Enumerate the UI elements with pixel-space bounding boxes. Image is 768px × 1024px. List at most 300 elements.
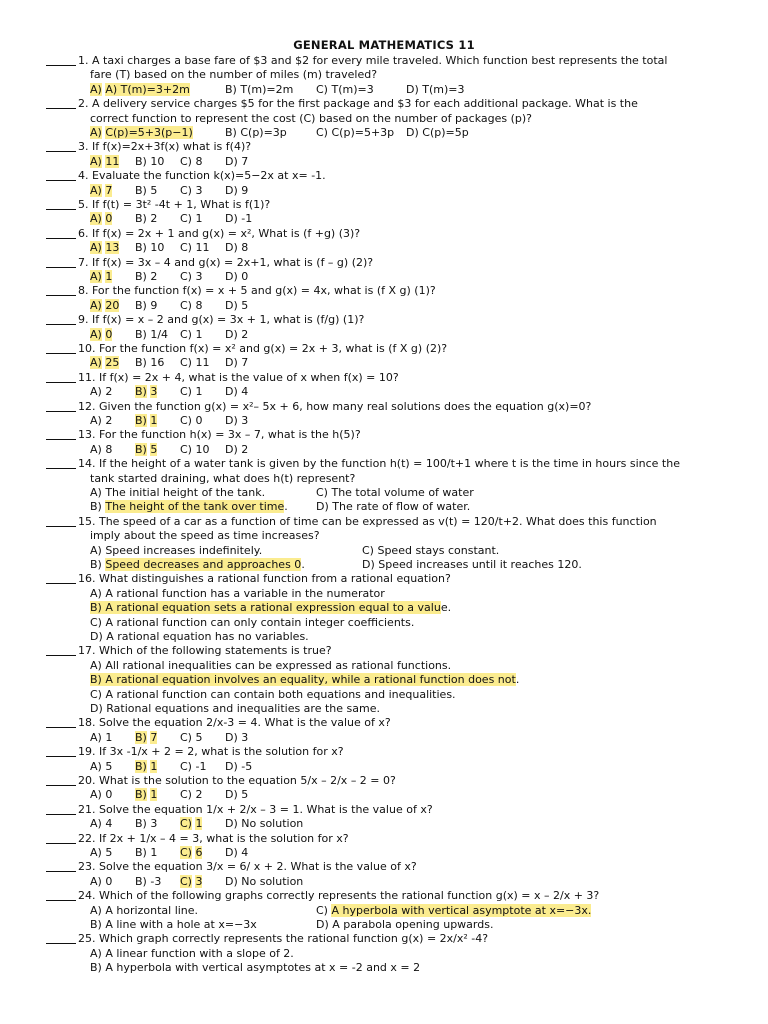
option-label: B): [135, 241, 147, 255]
option-label: C): [180, 298, 192, 312]
option-tail: .: [301, 558, 305, 571]
option-value: 8: [105, 442, 113, 456]
option-7-c[interactable]: [180, 270, 202, 284]
option-1-a[interactable]: [90, 83, 190, 97]
answer-blank-18[interactable]: [46, 716, 76, 728]
option-24-c[interactable]: [316, 904, 591, 918]
option-value: A) T(m)=3+2m: [105, 82, 190, 96]
option-value: 16: [150, 356, 165, 370]
option-label: A): [90, 241, 102, 255]
option-9-c[interactable]: [180, 328, 202, 342]
option-value: 9: [150, 298, 158, 312]
option-label: D): [406, 82, 419, 96]
option-label: A): [90, 82, 102, 96]
option-label: D): [225, 183, 238, 197]
option-value: 1: [105, 270, 113, 283]
option-21-c[interactable]: [180, 817, 202, 831]
option-value: 3: [150, 385, 158, 399]
question-20-text: 20. What is the solution to the equation 5/x – 2/x – 2 = 0?: [78, 774, 396, 787]
option-label: A): [90, 298, 102, 312]
option-23-a[interactable]: [90, 875, 112, 889]
option-label: B): [135, 846, 147, 859]
question-17-text: 17. Which of the following statements is true?: [78, 644, 332, 658]
option-17-b[interactable]: [90, 673, 519, 687]
option-value: 7: [150, 730, 158, 744]
option-value: 0: [105, 788, 113, 802]
option-20-a[interactable]: [90, 788, 112, 802]
option-value: 7: [241, 154, 249, 168]
option-label: B): [135, 817, 147, 831]
option-label: B): [135, 385, 147, 399]
answer-blank-9[interactable]: [46, 313, 76, 325]
option-value: 0: [105, 212, 113, 226]
option-value: 7: [105, 183, 113, 197]
question-14-text: 14. If the height of a water tank is given by the function h(t) = 100/t+1 where t is the time in hours since the: [78, 457, 680, 471]
option-value: 5: [105, 759, 113, 773]
option-22-a[interactable]: [90, 846, 112, 860]
question-1-text: 1. A taxi charges a base fare of $3 and $2 for every mile traveled. Which function best represents the total: [78, 54, 668, 67]
option-label: A): [90, 759, 102, 773]
option-23-b[interactable]: [135, 875, 161, 889]
option-value: 25: [105, 356, 120, 370]
question-8-text: 8. For the function f(x) = x + 5 and g(x) = 4x, what is (f X g) (1)?: [78, 284, 436, 298]
option-label: A): [90, 817, 102, 831]
option-21-b[interactable]: [135, 817, 157, 831]
option-value: The height of the tank over time: [105, 500, 285, 514]
option-9-b[interactable]: [135, 328, 168, 342]
option-17-a: A) All rational inequalities can be expressed as rational functions.: [90, 658, 452, 672]
option-21-d[interactable]: [225, 817, 303, 831]
option-14-a: A) The initial height of the tank.: [90, 486, 266, 499]
question-19-text: 19. If 3x -1/x + 2 = 2, what is the solution for x?: [78, 745, 344, 759]
question-15-text-cont: imply about the speed as time increases?: [90, 529, 320, 543]
answer-blank-1[interactable]: [46, 54, 76, 66]
option-value: 2: [195, 788, 203, 802]
question-14-text-cont: tank started draining, what does h(t) represent?: [90, 471, 356, 485]
option-7-b[interactable]: [135, 270, 157, 284]
option-label: B): [135, 327, 147, 341]
option-value: 2: [105, 385, 113, 399]
question-13-text: 13. For the function h(x) = 3x – 7, what is the h(5)?: [78, 428, 361, 442]
option-label: B): [135, 442, 147, 456]
option-label: D): [225, 874, 238, 888]
option-value: 2: [150, 212, 158, 226]
option-value: 3: [241, 730, 249, 744]
option-label: B): [135, 759, 147, 773]
option-14-c: C) The total volume of water: [316, 486, 474, 499]
option-value: No solution: [241, 874, 304, 888]
option-5-c[interactable]: [180, 212, 202, 226]
option-5-b[interactable]: [135, 212, 157, 226]
option-value: 5: [150, 442, 158, 456]
option-value: 0: [195, 414, 203, 427]
option-4-a[interactable]: [90, 184, 112, 198]
option-value: 4: [241, 385, 249, 399]
option-value: -1: [241, 212, 253, 226]
option-label: B): [135, 154, 147, 168]
option-21-a[interactable]: [90, 817, 112, 831]
option-10-c[interactable]: [180, 356, 209, 370]
option-label: A): [90, 442, 102, 456]
option-1-c[interactable]: [316, 83, 374, 97]
option-8-d[interactable]: [225, 299, 248, 313]
option-label: A): [90, 730, 102, 744]
answer-blank-24[interactable]: [46, 889, 76, 901]
option-value: C(p)=5+3(p−1): [105, 126, 193, 139]
question-2-text-cont: correct function to represent the cost (C) based on the number of packages (p)?: [90, 111, 533, 125]
option-value: -5: [241, 759, 253, 773]
option-18-c[interactable]: [180, 731, 202, 745]
option-label: C): [180, 414, 192, 427]
option-6-b[interactable]: [135, 241, 164, 255]
option-value: 4: [241, 846, 249, 859]
option-4-c[interactable]: [180, 184, 202, 198]
option-label: A): [90, 183, 102, 197]
option-value: 13: [105, 241, 120, 255]
option-label: A): [90, 356, 102, 370]
option-7-a[interactable]: [90, 270, 112, 284]
option-label: A): [90, 212, 102, 226]
option-label: C): [180, 241, 192, 255]
option-label: D): [225, 414, 238, 427]
option-value: 1: [150, 759, 158, 773]
option-value: T(m)=3: [422, 82, 465, 96]
option-20-d[interactable]: [225, 788, 248, 802]
option-label: A): [90, 126, 102, 139]
option-16-a: A) A rational function has a variable in the numerator: [90, 586, 385, 600]
option-16-d: D) A rational equation has no variables.: [90, 630, 309, 643]
option-16-b[interactable]: [90, 601, 451, 615]
option-label: C): [316, 82, 328, 96]
option-value: 8: [241, 241, 249, 255]
option-value: 3: [195, 874, 203, 888]
option-25-a: A) A linear function with a slope of 2.: [90, 946, 294, 960]
answer-blank-4[interactable]: [46, 169, 76, 181]
option-19-d[interactable]: [225, 760, 252, 774]
option-13-d[interactable]: [225, 443, 248, 457]
option-12-a[interactable]: [90, 414, 112, 428]
option-label: D): [225, 817, 238, 831]
question-3-text: 3. If f(x)=2x+3f(x) what is f(4)?: [78, 140, 252, 154]
answer-blank-2[interactable]: [46, 97, 76, 109]
option-value: 9: [241, 183, 249, 197]
option-2-b[interactable]: [225, 126, 287, 140]
answer-blank-7[interactable]: [46, 256, 76, 268]
option-value: 2: [150, 270, 158, 283]
option-11-b[interactable]: [135, 385, 157, 399]
option-value: 0: [241, 270, 249, 283]
option-value: 2: [105, 414, 113, 427]
option-2-a[interactable]: [90, 126, 193, 140]
option-value: 10: [150, 154, 165, 168]
option-11-d[interactable]: [225, 385, 248, 399]
option-label: B): [90, 500, 102, 514]
answer-blank-25[interactable]: [46, 932, 76, 944]
option-tail: e.: [440, 601, 452, 615]
answer-blank-19[interactable]: [46, 745, 76, 757]
option-value: 0: [105, 327, 113, 341]
question-11-text: 11. If f(x) = 2x + 4, what is the value of x when f(x) = 10?: [78, 370, 399, 384]
option-10-d[interactable]: [225, 356, 248, 370]
option-9-a[interactable]: [90, 328, 112, 342]
option-value: 1: [150, 846, 158, 859]
question-5-text: 5. If f(t) = 3t² -4t + 1, What is f(1)?: [78, 198, 271, 211]
answer-blank-15[interactable]: [46, 515, 76, 527]
option-11-c[interactable]: [180, 385, 202, 399]
option-2-c[interactable]: [316, 126, 394, 140]
option-value: 0: [105, 874, 113, 888]
option-value: 5: [241, 298, 249, 312]
option-13-c[interactable]: [180, 443, 209, 457]
answer-blank-20[interactable]: [46, 774, 76, 786]
option-value: 2: [241, 442, 249, 456]
option-value: C(p)=3p: [240, 126, 287, 139]
option-label: A): [90, 788, 102, 802]
option-label: C): [180, 442, 192, 456]
option-value: 3: [150, 817, 158, 831]
option-value: 3: [195, 183, 203, 197]
option-value: 1: [195, 212, 203, 226]
option-18-a[interactable]: [90, 731, 112, 745]
option-17-d: D) Rational equations and inequalities are the same.: [90, 702, 380, 715]
option-value: 5: [150, 183, 158, 197]
option-label: C): [180, 212, 192, 226]
option-tail: .: [515, 673, 520, 687]
question-4-text: 4. Evaluate the function k(x)=5−2x at x= -1.: [78, 169, 326, 183]
option-label: D): [225, 212, 238, 226]
option-18-d[interactable]: [225, 731, 248, 745]
option-19-a[interactable]: [90, 760, 112, 774]
option-3-c[interactable]: [180, 155, 202, 169]
option-value: -1: [195, 759, 207, 773]
option-value: 6: [195, 846, 203, 859]
option-label: C): [180, 817, 192, 831]
option-2-d[interactable]: [406, 126, 469, 140]
option-value: 10: [150, 241, 165, 255]
answer-blank-6[interactable]: [46, 227, 76, 239]
option-label: A): [90, 270, 102, 283]
question-1-text-cont: fare (T) based on the number of miles (m) traveled?: [90, 68, 378, 82]
option-6-d[interactable]: [225, 241, 248, 255]
option-10-b[interactable]: [135, 356, 164, 370]
option-label: D): [225, 788, 238, 802]
question-2-text: 2. A delivery service charges $5 for the first package and $3 for each additional package. What is the: [78, 97, 638, 111]
option-label: B): [135, 183, 147, 197]
page-title: GENERAL MATHEMATICS 11: [293, 38, 475, 52]
option-value: 3: [195, 270, 203, 283]
option-label: B): [135, 298, 147, 312]
option-label: C): [180, 385, 192, 399]
option-value: 8: [195, 298, 203, 312]
option-label: C): [180, 730, 192, 744]
option-label: A): [90, 874, 102, 888]
question-15-text: 15. The speed of a car as a function of time can be expressed as v(t) = 120/t+2. What does this function: [78, 514, 657, 528]
option-22-b[interactable]: [135, 846, 157, 860]
option-value: 8: [195, 154, 203, 168]
option-5-a[interactable]: [90, 212, 112, 226]
option-8-a[interactable]: [90, 299, 119, 313]
option-label: B): [90, 601, 102, 615]
option-label: C): [316, 903, 328, 917]
question-25-text: 25. Which graph correctly represents the rational function g(x) = 2x/x² -4?: [78, 932, 489, 946]
option-1-b[interactable]: [225, 83, 293, 97]
answer-blank-11[interactable]: [46, 371, 76, 383]
answer-blank-17[interactable]: [46, 644, 76, 656]
option-1-d[interactable]: [406, 83, 465, 97]
answer-blank-23[interactable]: [46, 860, 76, 872]
option-label: A): [90, 327, 102, 341]
answer-blank-5[interactable]: [46, 198, 76, 210]
option-25-b: B) A hyperbola with vertical asymptotes at x = -2 and x = 2: [90, 961, 421, 975]
option-7-d[interactable]: [225, 270, 248, 284]
answer-blank-14[interactable]: [46, 457, 76, 469]
option-label: D): [225, 154, 238, 168]
option-label: B): [135, 356, 147, 370]
option-value: A rational equation involves an equality, while a rational function does not: [105, 673, 516, 687]
answer-blank-12[interactable]: [46, 400, 76, 412]
option-13-a[interactable]: [90, 443, 112, 457]
option-label: D): [225, 759, 238, 773]
option-value: Speed decreases and approaches 0: [105, 558, 302, 571]
option-value: 10: [195, 442, 210, 456]
option-10-a[interactable]: [90, 356, 119, 370]
option-13-b[interactable]: [135, 443, 157, 457]
question-23-text: 23. Solve the equation 3/x = 6/ x + 2. What is the value of x?: [78, 860, 417, 874]
option-label: B): [135, 730, 147, 744]
option-24-b: B) A line with a hole at x=−3x: [90, 918, 257, 931]
option-value: 2: [241, 327, 249, 341]
option-6-c[interactable]: [180, 241, 209, 255]
option-label: C): [180, 874, 192, 888]
option-label: C): [180, 846, 192, 859]
option-tail: .: [284, 500, 288, 514]
option-value: No solution: [241, 817, 304, 831]
option-label: C): [180, 356, 192, 370]
option-label: B): [135, 788, 147, 802]
question-16-text: 16. What distinguishes a rational function from a rational equation?: [78, 572, 451, 586]
answer-blank-21[interactable]: [46, 803, 76, 815]
option-12-d[interactable]: [225, 414, 248, 428]
option-label: C): [180, 270, 192, 283]
option-value: A hyperbola with vertical asymptote at x=−3x.: [331, 903, 592, 917]
option-label: D): [225, 356, 238, 370]
option-value: 5: [105, 846, 113, 859]
option-15-d: D) Speed increases until it reaches 120.: [362, 558, 582, 571]
answer-blank-16[interactable]: [46, 572, 76, 584]
option-label: C): [180, 327, 192, 341]
option-value: 5: [241, 788, 249, 802]
option-label: B): [135, 270, 147, 283]
option-value: T(m)=2m: [240, 82, 294, 96]
option-5-d[interactable]: [225, 212, 252, 226]
option-value: 5: [195, 730, 203, 744]
option-24-d: D) A parabola opening upwards.: [316, 918, 494, 931]
option-label: C): [180, 759, 192, 773]
option-12-c[interactable]: [180, 414, 202, 428]
question-6-text: 6. If f(x) = 2x + 1 and g(x) = x², What is (f +g) (3)?: [78, 226, 361, 240]
option-value: 20: [105, 298, 120, 312]
answer-blank-10[interactable]: [46, 342, 76, 354]
option-20-c[interactable]: [180, 788, 202, 802]
option-label: B): [135, 212, 147, 226]
option-15-c: C) Speed stays constant.: [362, 543, 500, 557]
option-value: 7: [241, 356, 249, 370]
option-label: B): [90, 558, 102, 571]
option-4-d[interactable]: [225, 184, 248, 198]
option-value: 3: [241, 414, 249, 427]
answer-blank-8[interactable]: [46, 284, 76, 296]
option-8-b[interactable]: [135, 299, 157, 313]
option-value: 11: [195, 356, 210, 370]
option-3-a[interactable]: [90, 155, 119, 169]
option-8-c[interactable]: [180, 299, 202, 313]
question-10-text: 10. For the function f(x) = x² and g(x) = 2x + 3, what is (f X g) (2)?: [78, 342, 448, 355]
option-11-a[interactable]: [90, 385, 112, 399]
option-label: A): [90, 846, 102, 859]
option-label: B): [135, 414, 147, 427]
option-14-d: D) The rate of flow of water.: [316, 500, 471, 514]
option-20-b[interactable]: [135, 788, 157, 802]
option-value: 1: [150, 788, 158, 802]
option-3-d[interactable]: [225, 155, 248, 169]
option-23-c[interactable]: [180, 875, 202, 889]
option-9-d[interactable]: [225, 328, 248, 342]
option-23-d[interactable]: [225, 875, 303, 889]
option-label: D): [225, 241, 238, 255]
question-12-text: 12. Given the function g(x) = x²– 5x + 6, how many real solutions does the equation g(x)=0?: [78, 399, 592, 413]
option-value: 11: [105, 154, 120, 168]
answer-blank-3[interactable]: [46, 140, 76, 152]
option-14-b[interactable]: [90, 500, 288, 514]
answer-blank-22[interactable]: [46, 832, 76, 844]
option-value: 1: [195, 817, 203, 831]
option-label: C): [180, 788, 192, 802]
option-label: B): [90, 673, 102, 687]
option-18-b[interactable]: [135, 731, 157, 745]
option-value: C(p)=5p: [422, 126, 469, 139]
option-3-b[interactable]: [135, 155, 164, 169]
option-value: 1: [105, 730, 113, 744]
option-15-b[interactable]: [90, 558, 305, 572]
option-15-a: A) Speed increases indefinitely.: [90, 543, 263, 557]
answer-blank-13[interactable]: [46, 428, 76, 440]
option-label: D): [406, 126, 419, 139]
option-value: T(m)=3: [331, 82, 374, 96]
option-label: D): [225, 298, 238, 312]
option-value: A rational equation sets a rational expression equal to a valu: [105, 601, 441, 615]
option-value: 1: [150, 414, 158, 427]
option-label: D): [225, 327, 238, 341]
option-19-c[interactable]: [180, 760, 206, 774]
option-label: B): [135, 874, 147, 888]
question-24-text: 24. Which of the following graphs correctly represents the rational function g(x) = x – 2/x + 3?: [78, 889, 600, 903]
question-7-text: 7. If f(x) = 3x – 4 and g(x) = 2x+1, what is (f – g) (2)?: [78, 255, 374, 269]
option-19-b[interactable]: [135, 760, 157, 774]
option-22-d[interactable]: [225, 846, 248, 860]
option-value: 1: [195, 327, 203, 341]
option-6-a[interactable]: [90, 241, 119, 255]
option-value: 1: [195, 385, 203, 399]
option-4-b[interactable]: [135, 184, 157, 198]
question-22-text: 22. If 2x + 1/x – 4 = 3, what is the solution for x?: [78, 831, 349, 845]
option-label: D): [225, 846, 238, 859]
option-label: A): [90, 154, 102, 168]
option-22-c[interactable]: [180, 846, 202, 860]
option-16-c: C) A rational function can only contain integer coefficients.: [90, 615, 415, 629]
option-12-b[interactable]: [135, 414, 157, 428]
option-label: B): [225, 126, 237, 139]
option-17-c: C) A rational function can contain both equations and inequalities.: [90, 687, 456, 701]
